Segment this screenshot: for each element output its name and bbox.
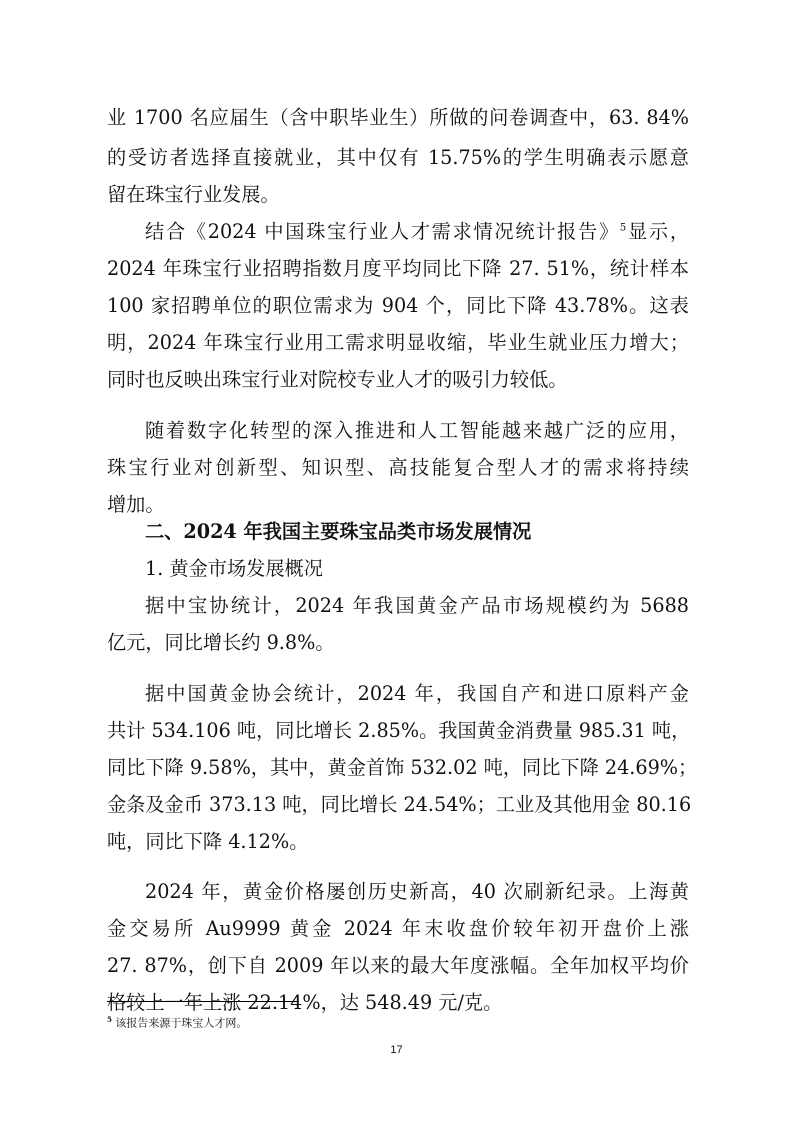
body-text-line: 珠宝行业对创新型、知识型、高技能复合型人才的需求将持续 (107, 456, 689, 479)
section-heading: 二、2024 年我国主要珠宝品类市场发展情况 (145, 520, 532, 543)
body-text-line: 格较上一年上涨 22.14%，达 548.49 元/克。 (107, 991, 503, 1014)
body-text-line: 同比下降 9.58%，其中，黄金首饰 532.02 吨，同比下降 24.69%； (107, 756, 698, 779)
body-text-line: 增加。 (107, 493, 165, 516)
body-text-line: 2024 年珠宝行业招聘指数月度平均同比下降 27. 51%，统计样本 (107, 257, 689, 280)
body-text-line: 吨，同比下降 4.12%。 (107, 830, 309, 853)
body-text-line: 随着数字化转型的深入推进和人工智能越来越广泛的应用， (145, 419, 689, 442)
body-text-line: 留在珠宝行业发展。 (107, 183, 280, 206)
subsection-heading: 1. 黄金市场发展概况 (145, 557, 323, 580)
body-text-line: 金条及金币 373.13 吨，同比增长 24.54%；工业及其他用金 80.16 (107, 793, 692, 816)
body-text-line: 亿元，同比增长约 9.8%。 (107, 631, 335, 654)
footnote-ref-mark: 5 (619, 222, 627, 234)
body-text-line: 共计 534.106 吨，同比增长 2.85%。我国黄金消费量 985.31 吨， (107, 719, 691, 742)
body-text-line: 业 1700 名应届生（含中职毕业生）所做的问卷调查中，63. 84% (107, 106, 689, 129)
footnote-divider (107, 1001, 299, 1002)
report-citation-text: 结合《2024 中国珠宝行业人才需求情况统计报告》 (145, 220, 620, 243)
body-text-line: 明，2024 年珠宝行业用工需求明显收缩，毕业生就业压力增大； (107, 331, 689, 354)
body-text-line: 27. 87%，创下自 2009 年以来的最大年度涨幅。全年加权平均价 (107, 954, 689, 977)
body-text-line (145, 214, 689, 250)
footnote-mark: 5 (107, 1015, 112, 1024)
page-number: 17 (390, 1044, 403, 1056)
body-text-line: 2024 年，黄金价格屡创历史新高，40 次刷新纪录。上海黄 (145, 880, 689, 903)
body-text-line: 据中国黄金协会统计，2024 年，我国自产和进口原料产金 (145, 682, 689, 705)
report-citation-tail: 显示， (626, 220, 689, 243)
body-text-line: 同时也反映出珠宝行业对院校专业人才的吸引力较低。 (107, 368, 568, 391)
footnote-text: 该报告来源于珠宝人才网。 (115, 1016, 248, 1030)
body-text-line: 100 家招聘单位的职位需求为 904 个，同比下降 43.78%。这表 (107, 294, 689, 317)
body-text-line: 金交易所 Au9999 黄金 2024 年末收盘价较年初开盘价上涨 (107, 917, 689, 940)
footnote (107, 1013, 247, 1031)
body-text-line: 据中宝协统计，2024 年我国黄金产品市场规模约为 5688 (145, 594, 689, 617)
body-text-line: 的受访者选择直接就业，其中仅有 15.75%的学生明确表示愿意 (107, 146, 689, 169)
